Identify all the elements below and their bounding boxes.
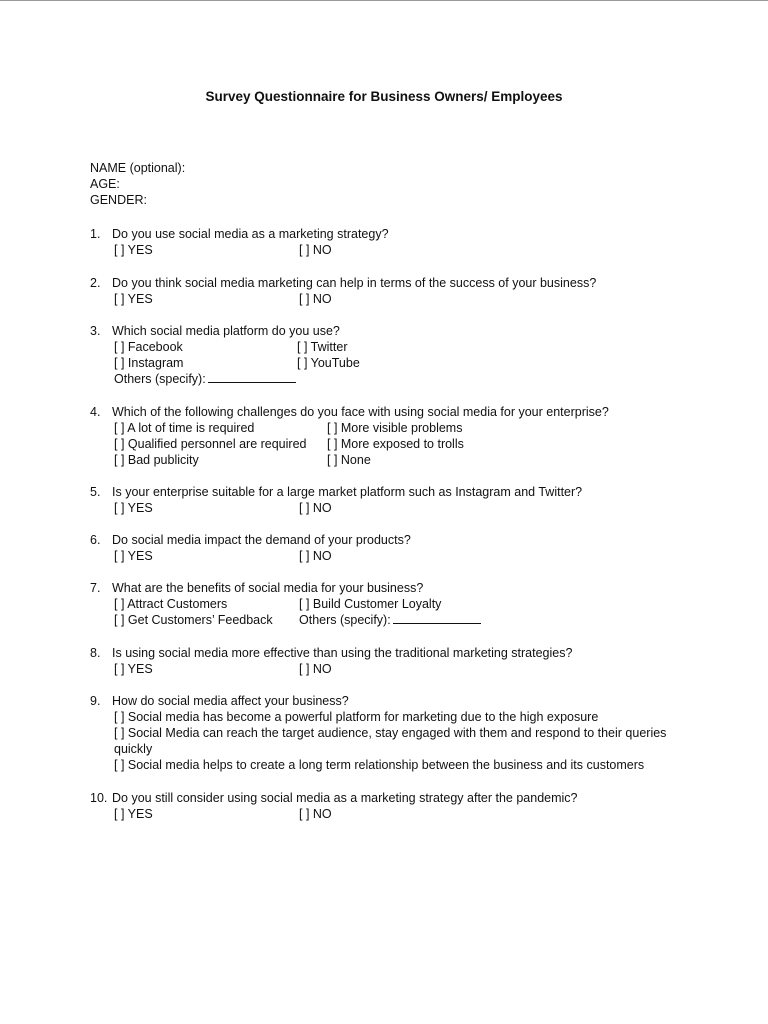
question-text: Which of the following challenges do you face with using social media for your enterprise? — [112, 405, 609, 419]
gender-field-label: GENDER: — [90, 193, 147, 207]
question-7 — [90, 580, 423, 596]
question-text: Which social media platform do you use? — [112, 324, 340, 338]
question-number: 8. — [90, 646, 101, 660]
question-8 — [90, 645, 572, 661]
question-number: 7. — [90, 581, 101, 595]
question-number: 2. — [90, 276, 101, 290]
option-no-q6[interactable]: [ ] NO — [299, 549, 332, 563]
option-youtube[interactable]: [ ] YouTube — [297, 356, 360, 370]
question-number: 9. — [90, 694, 101, 708]
question-4 — [90, 404, 609, 420]
option-twitter[interactable]: [ ] Twitter — [297, 340, 348, 354]
question-text: How do social media affect your business? — [112, 694, 349, 708]
question-1 — [90, 226, 389, 242]
question-number: 3. — [90, 324, 101, 338]
option-no-q10[interactable]: [ ] NO — [299, 807, 332, 821]
option-bad-publicity[interactable]: [ ] Bad publicity — [114, 453, 199, 467]
others-label: Others (specify): — [114, 372, 206, 386]
option-qualified-personnel[interactable]: [ ] Qualified personnel are required — [114, 437, 307, 451]
others-label: Others (specify): — [299, 613, 391, 627]
option-long-term-relationship[interactable]: [ ] Social media helps to create a long term relationship between the business and its customers — [114, 758, 645, 772]
option-others-q3[interactable] — [114, 371, 296, 387]
question-10 — [90, 790, 578, 806]
question-text: Is using social media more effective than using the traditional marketing strategies? — [112, 646, 573, 660]
option-yes-q8[interactable]: [ ] YES — [114, 662, 153, 676]
specify-blank[interactable] — [393, 612, 481, 624]
option-no-q5[interactable]: [ ] NO — [299, 501, 332, 515]
question-text: Is your enterprise suitable for a large market platform such as Instagram and Twitter? — [112, 485, 583, 499]
option-facebook[interactable]: [ ] Facebook — [114, 340, 183, 354]
age-field-label: AGE: — [90, 177, 120, 191]
option-reach-audience[interactable]: [ ] Social Media can reach the target audience, stay engaged with them and respond to their queries — [114, 726, 667, 740]
question-text: Do you use social media as a marketing strategy? — [112, 227, 389, 241]
question-6 — [90, 532, 411, 548]
option-no-q2[interactable]: [ ] NO — [299, 292, 332, 306]
option-visible-problems[interactable]: [ ] More visible problems — [327, 421, 463, 435]
question-text: Do social media impact the demand of your products? — [112, 533, 411, 547]
specify-blank[interactable] — [208, 371, 296, 383]
page-top-border — [0, 0, 768, 1]
question-text: Do you think social media marketing can help in terms of the success of your business? — [112, 276, 597, 290]
question-number: 10. — [90, 791, 108, 805]
option-others-q7[interactable] — [299, 612, 481, 628]
option-yes-q1[interactable]: [ ] YES — [114, 243, 153, 257]
question-text: Do you still consider using social media as a marketing strategy after the pandemic? — [112, 791, 578, 805]
option-reach-audience-continued: quickly — [114, 742, 153, 756]
option-customer-feedback[interactable]: [ ] Get Customers’ Feedback — [114, 613, 273, 627]
question-number: 1. — [90, 227, 101, 241]
option-no-q1[interactable]: [ ] NO — [299, 243, 332, 257]
document-title: Survey Questionnaire for Business Owners/ Employees — [205, 89, 563, 104]
question-5 — [90, 484, 582, 500]
option-no-q8[interactable]: [ ] NO — [299, 662, 332, 676]
question-number: 4. — [90, 405, 101, 419]
question-text: What are the benefits of social media for your business? — [112, 581, 424, 595]
question-3 — [90, 323, 340, 339]
option-powerful-platform[interactable]: [ ] Social media has become a powerful platform for marketing due to the high exposure — [114, 710, 599, 724]
question-number: 5. — [90, 485, 101, 499]
option-yes-q10[interactable]: [ ] YES — [114, 807, 153, 821]
option-yes-q5[interactable]: [ ] YES — [114, 501, 153, 515]
option-instagram[interactable]: [ ] Instagram — [114, 356, 184, 370]
question-2 — [90, 275, 596, 291]
question-9 — [90, 693, 349, 709]
option-attract-customers[interactable]: [ ] Attract Customers — [114, 597, 228, 611]
option-time-required[interactable]: [ ] A lot of time is required — [114, 421, 255, 435]
option-yes-q2[interactable]: [ ] YES — [114, 292, 153, 306]
option-none[interactable]: [ ] None — [327, 453, 371, 467]
option-yes-q6[interactable]: [ ] YES — [114, 549, 153, 563]
option-build-loyalty[interactable]: [ ] Build Customer Loyalty — [299, 597, 442, 611]
question-number: 6. — [90, 533, 101, 547]
name-field-label: NAME (optional): — [90, 161, 186, 175]
option-exposed-trolls[interactable]: [ ] More exposed to trolls — [327, 437, 464, 451]
